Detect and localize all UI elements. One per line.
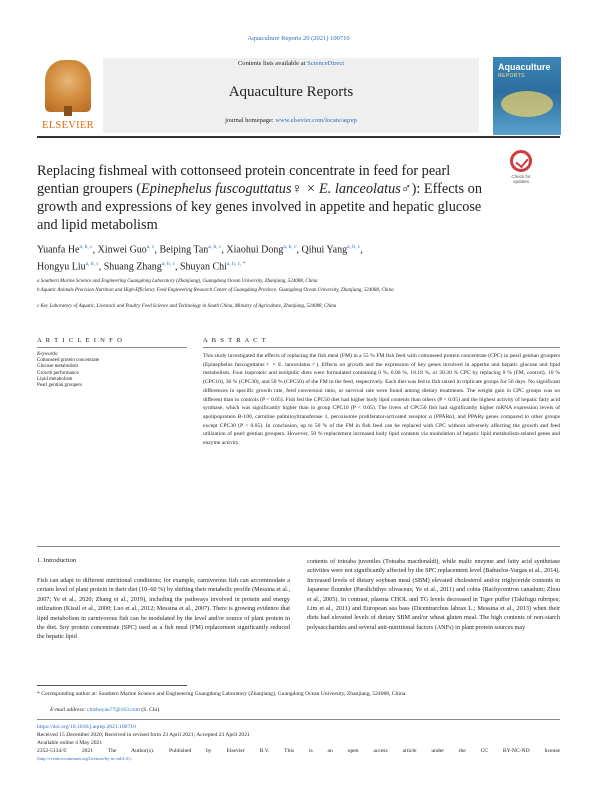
received-dates: Received 15 December 2020; Received in revised form 23 April 2021; Accepted 23 April 2021 <box>37 732 250 738</box>
abstract-rule <box>203 347 560 348</box>
author-separator: , <box>296 244 302 256</box>
author-affiliation-marker[interactable]: a, b, c <box>85 261 99 268</box>
footer-rule <box>37 719 560 720</box>
affiliation-a: a Southern Marine Science and Engineering Guangdong Laboratory (Zhanjiang), Guangdong Ocean University, Zhanjiang, 524088, China <box>37 279 318 284</box>
email-label: E-mail address: <box>50 707 88 713</box>
cover-image <box>501 91 553 117</box>
author-name[interactable]: Hongyu Liu <box>37 261 86 273</box>
email-link[interactable]: chishuyan77@163.com <box>87 707 140 713</box>
elsevier-logo[interactable] <box>37 58 99 134</box>
journal-cover[interactable] <box>493 57 561 135</box>
keywords-label: Keywords: <box>37 352 59 357</box>
author-separator: , <box>98 261 104 273</box>
article-info-heading: A R T I C L E I N F O <box>37 337 124 344</box>
introduction-heading: 1. Introduction <box>37 557 77 564</box>
author-name[interactable]: Qihui Yang <box>301 244 348 256</box>
author-affiliation-marker[interactable]: a, b, c <box>79 244 93 250</box>
cover-subtitle: REPORTS <box>498 73 525 79</box>
journal-citation[interactable]: Aquaculture Reports 20 (2021) 100710 <box>247 35 350 42</box>
contents-line <box>103 60 479 67</box>
keyword-item: Growth performance <box>37 370 79 376</box>
homepage-link[interactable]: www.elsevier.com/locate/aqrep <box>275 117 357 124</box>
author-name[interactable]: Xiaohui Dong <box>226 244 284 256</box>
author-name[interactable]: Shuyan Chi <box>179 261 227 273</box>
corresponding-author-note: * Corresponding author at: Southern Marine Science and Engineering Guangdong Laboratory (Zhanjiang), Guangdong Ocean University, Zhanjiang, 524088, China. <box>37 691 407 697</box>
sciencedirect-link[interactable]: ScienceDirect <box>307 60 345 67</box>
homepage-line <box>103 117 479 124</box>
keywords-block <box>37 352 187 389</box>
check-updates-label: Check for updates <box>511 174 531 184</box>
homepage-prefix: journal homepage: <box>225 117 276 124</box>
keyword-item: Lipid metabolism <box>37 376 73 382</box>
author-separator: , <box>360 244 363 256</box>
doi-link[interactable]: https://doi.org/10.1016/j.aqrep.2021.100710 <box>37 724 136 730</box>
author-name[interactable]: Xinwei Guo <box>97 244 147 256</box>
header-divider <box>37 136 560 138</box>
contents-prefix: Contents lists available at <box>237 60 308 67</box>
keyword-item: Cottonseed protein concentrate <box>37 358 100 364</box>
info-rule <box>37 347 187 348</box>
tree-trunk <box>64 106 72 116</box>
license-link[interactable]: (http://creativecommons.org/licenses/by-nc-nd/4.0/). <box>37 756 132 761</box>
affiliation-c: c Key Laboratory of Aquatic, Livestock and Poultry Feed Science and Technology in South China, Ministry of Agriculture, Zhanjiang, 524088, China <box>37 304 337 309</box>
author-name[interactable]: Yuanfa He <box>37 244 80 256</box>
tree-icon <box>45 60 91 112</box>
author-affiliation-marker[interactable]: a, b, c <box>347 244 361 250</box>
affiliation-b: b Aquatic Animals Precision Nutrition and High-Efficiency Feed Engineering Research Center of Guangdong Province, Guangdong Ocean University, Zhanjiang, 524088, China <box>37 288 394 293</box>
introduction-column-1: Fish can adapt to different nutritional conditions; for example, carnivorous fish can accommodate a certain level of plant protein in their diet (10–60 %) by shifting their metabolic profile (Messina et al., 2007; Ye et al., 2020; Zhang et al., 2019), including the pathways involved in protein and energy utilization (Kissil et al., 2000; Luo et al., 2012; Messina et al., 2007). There is growing evidence that lipid metabolism in carnivorous fish can be modulated by the level and/or source of plant protein in the diet. Soy protein concentrate (SPC) used as a fish meal (FM) replacement significantly reduced the hepatic lipid <box>37 577 290 641</box>
author-affiliation-marker[interactable]: a, b, c, * <box>226 261 246 268</box>
author-name[interactable]: Shuang Zhang <box>103 261 162 273</box>
license-text: 2352-5134/© 2021 The Author(s). Published by Elsevier B.V. This is an open access article under the CC BY-NC-ND license <box>37 748 560 754</box>
author-separator: , <box>174 261 180 273</box>
author-name[interactable]: Beiping Tan <box>159 244 209 256</box>
check-updates-icon <box>510 150 532 172</box>
footnote-rule <box>37 685 187 686</box>
available-online: Available online 4 May 2021 <box>37 740 103 746</box>
author-separator: , <box>154 244 160 256</box>
author-affiliation-marker[interactable]: a, b, c <box>283 244 297 250</box>
email-line <box>50 706 573 714</box>
publisher-name: ELSEVIER <box>42 120 94 131</box>
email-suffix: (S. Chi). <box>139 707 161 713</box>
keyword-item: Pearl gentian groupers <box>37 383 82 389</box>
author-list <box>37 240 560 275</box>
journal-title: Aquaculture Reports <box>228 84 354 100</box>
keyword-item: Glucose metabolism <box>37 364 78 370</box>
author-affiliation-marker[interactable]: a, b, c <box>208 244 222 250</box>
author-affiliation-marker[interactable]: a, c <box>146 244 155 250</box>
author-separator: , <box>221 244 227 256</box>
author-separator: , <box>92 244 98 256</box>
title-part2: ): Effects on growth and expressions of key genes involved in appetite and hepatic glucose and lipid metabolism <box>37 181 482 233</box>
title-part1: Replacing fishmeal with cottonseed protein concentrate in feed for pearl gentian groupers ( <box>37 163 451 197</box>
check-for-updates-badge[interactable] <box>506 150 536 186</box>
abstract-bottom-rule <box>37 546 560 547</box>
abstract-text: This study investigated the effects of replacing the fish meal (FM) in a 55 % FM fish feed with cottonseed protein concentrate (CPC) in pearl gentian groupers (Epinephelus fuscoguttatus♀ × E. lanceolatus♂). Effects on growth and the expression of key genes involved in appetite and hepatic glucose and lipid metabolism. Four isoproteic and isolipidic diets were formulated containing 0 %, 6.06 %, 18.18 %, or 30.30 % CPC by replacing 0 % (FM, control), 10 % (CPC10), 30 % (CPC30), and 50 % (CPC50) of the FM in the feed, respectively. Each diet was fed to fish raised in triplicate groups for 56 days. No significant differences in specific growth rate, feed conversion ratio, or survival rate were found among dietary treatments. The weight gain in CPC groups was no different than in controls (P < 0.05). Fish fed the CPC50 diet had higher body lipid contents than others (P < 0.05) and the highest activity of hepatic fatty acid synthase, which was significantly higher than in group CPC10 (P < 0.05). The livers of CPC50 fish had significantly higher mRNA expression levels of apolipoprotein B-100, carnitine palmitoyltransferase 1, peroxisome proliferator-activated receptor α (PPARα), and PPARγ genes compared to other groups except CPC30 (P < 0.05). In conclusion, up to 50 % of the FM in fish feed can be replaced with CPC without adversely affecting the growth and feed utilization of pearl gentian groupers. However, 50 % replacement increased body lipid contents via modulation of hepatic lipid metabolism-related genes and enzyme activity. <box>203 353 560 447</box>
title-species: Epinephelus fuscoguttatus♀ × E. lanceolatus♂ <box>141 181 412 197</box>
article-title <box>37 162 492 234</box>
author-affiliation-marker[interactable]: a, b, c <box>161 261 175 268</box>
abstract-heading: A B S T R A C T <box>203 337 268 344</box>
introduction-column-2: contents of totoaba juveniles (Totoaba macdonaldi), while malic enzyme and fatty acid synthetase activities were not significantly affected by the SPC replacement level (Bañuelos-Vargas et al., 2014). Increased levels of dietary soybean meal (SBM) elevated cholesterol and/or triglyceride contents in Japanese flounder (Paralichthys olivaceus; Ye et al., 2011) and cobia (Rachycentron canadum; Zhou et al., 2005). In contrast, plasma CHOL and TG levels decreased in Tiger puffer (Takifugu rubripes; Lim et al., 2011) and European sea bass (Dicentrarchus labrax L.; Messina et al., 2013) when their diets had elevated levels of dietary SBM and/or wheat gluten meal. The high contents of non-starch polysaccharides and several anti-nutritional factors (ANFs) in plant protein sources may <box>307 558 560 631</box>
cover-title: Aquaculture <box>498 62 551 72</box>
